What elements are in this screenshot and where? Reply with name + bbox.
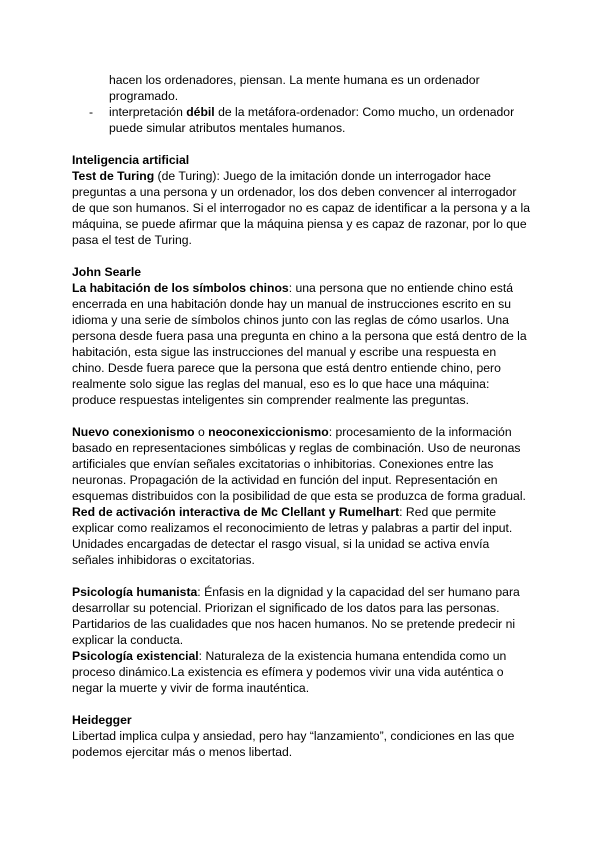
red-line-1 [72,504,496,521]
connex-line-5: esquemas distribuidos con la posibilidad de que esta se produzca de forma gradual. [72,489,526,503]
connex-line-3: artificiales que envían señales excitatorias o inhibitorias. Conexiones entre las [72,457,494,471]
weak-bold: débil [186,105,215,119]
existential-text-1: : Naturaleza de la existencia humana entendida como un [198,649,507,663]
searle-line-7: realmente solo sigue las reglas del manual, eso es lo que hace una máquina: [72,377,490,391]
existential-line-2: proceso dinámico.La existencia es efímera y podemos vivir una vida auténtica o [72,665,504,679]
connex-bold-2: neoconexiccionismo [208,425,329,439]
humanist-text-1: : Énfasis en la dignidad y la capacidad del ser humano para [197,585,520,599]
weak-line-2: puede simular atributos mentales humanos. [109,121,346,135]
connex-o: o [194,425,209,439]
connex-line-2: basado en representaciones simbólicas y reglas de combinación. Uso de neuronas [72,441,521,455]
weak-post: de la metáfora-ordenador: Como mucho, un ordenador [214,105,515,119]
chinese-room-bold: La habitación de los símbolos chinos [72,281,289,295]
searle-line-4: persona desde fuera pasa una pregunta en chino a la persona que está dentro de la [72,329,527,343]
weak-pre: interpretación [109,105,187,119]
red-line-4: señales inhibidoras o excitatorias. [72,553,255,567]
turing-bold: Test de Turing [72,169,155,183]
turing-line-1 [72,168,491,185]
heidegger-line-2: podemos ejercitar más o menos libertad. [72,745,293,759]
searle-text-1: : una persona que no entiende chino está [288,281,513,295]
humanist-line-1 [72,584,520,601]
connex-line-1 [72,424,512,441]
searle-line-2: encerrada en una habitación donde hay un manual de instrucciones escrito en su [72,297,512,311]
heidegger-heading: Heidegger [72,713,132,727]
searle-line-6: chino. Desde fuera parece que la persona que está dentro entiende chino, pero [72,361,501,375]
heidegger-line-1: Libertad implica culpa y ansiedad, pero hay “lanzamiento”, condiciones en las que [72,729,515,743]
weak-interpretation-line [109,104,514,121]
humanist-bold: Psicología humanista [72,585,198,599]
searle-heading: John Searle [72,265,142,279]
searle-line-8: produce respuestas inteligentes sin comprender realmente las preguntas. [72,393,469,407]
red-line-3: Unidades encargadas de detectar el rasgo visual, si la unidad se activa envía [72,537,490,551]
red-text-1: : Red que permite [399,505,497,519]
turing-line-5: pasa el test de Turing. [72,233,192,247]
existential-bold: Psicología existencial [72,649,199,663]
turing-line-2: preguntas a una persona y un ordenador, los dos deben convencer al interrogador [72,185,517,199]
searle-line-3: idioma y una serie de símbolos chinos junto con las reglas de cómo usarlos. Una [72,313,509,327]
red-line-2: explicar como realizamos el reconocimiento de letras y palabras a partir del input. [72,521,513,535]
red-bold: Red de activación interactiva de Mc Clellant y Rumelhart [72,505,400,519]
humanist-line-3: Partidarios de las cualidades que nos hacen humanos. No se pretende predecir ni [72,617,516,631]
bullet-dash: - [89,105,94,119]
connex-line-4: neuronas. Propagación de la actividad en función del input. Representación en [72,473,498,487]
humanist-line-2: desarrollar su potencial. Priorizan el significado de los datos para las personas. [72,601,500,615]
existential-line-1 [72,648,506,665]
ai-heading: Inteligencia artificial [72,153,190,167]
searle-line-1 [72,280,513,297]
turing-line-3: de que son humanos. Si el interrogador no es capaz de identificar a la persona y a la [72,201,530,215]
turing-line-4: máquina, se puede afirmar que la máquina piensa y es capaz de razonar, por lo que [72,217,527,231]
intro-line-2: programado. [109,89,179,103]
existential-line-3: negar la muerte y vivir de forma inauténtica. [72,681,310,695]
connex-text-1: : procesamiento de la información [328,425,512,439]
turing-text: (de Turing): Juego de la imitación donde un interrogador hace [154,169,491,183]
connex-bold-1: Nuevo conexionismo [72,425,195,439]
searle-line-5: habitación, esta sigue las instrucciones del manual y escribe una respuesta en [72,345,497,359]
humanist-line-4: explicar la conducta. [72,633,184,647]
intro-line-1: hacen los ordenadores, piensan. La mente humana es un ordenador [109,73,480,87]
